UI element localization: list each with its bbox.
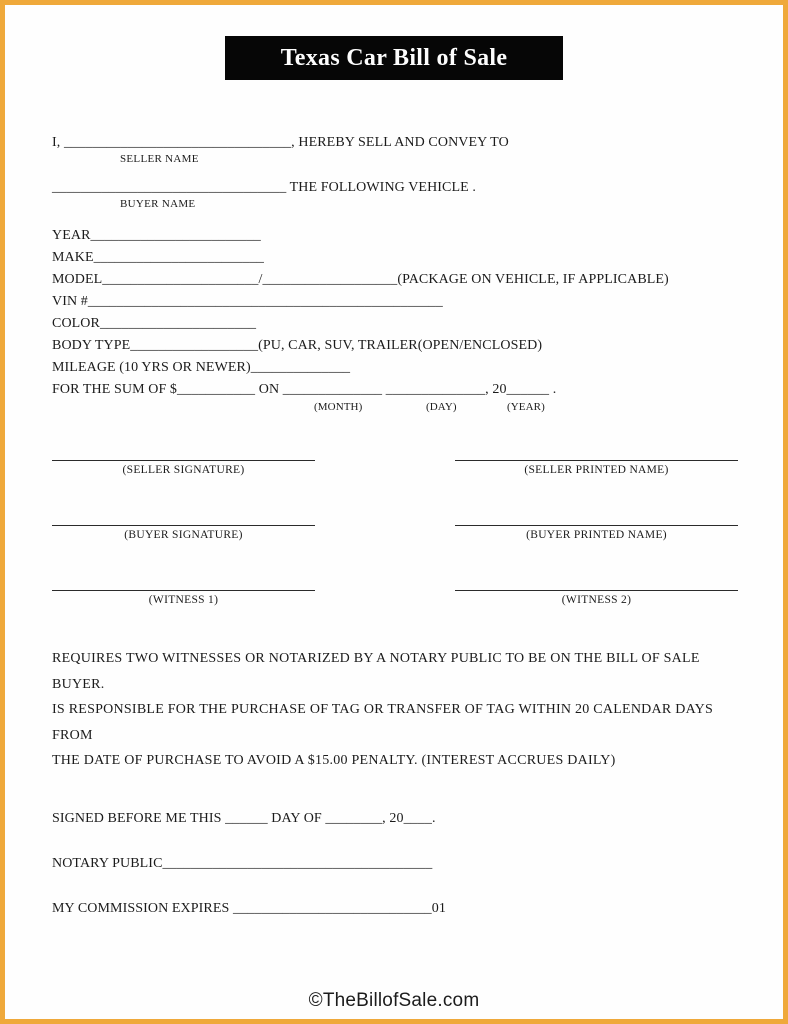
buyer-signature-cell xyxy=(52,524,315,541)
buyer-declaration-line: _________________________________ THE FOLLOWING VEHICLE . xyxy=(52,180,476,195)
seller-name-sublabel: SELLER NAME xyxy=(120,153,199,165)
notary-public-line: NOTARY PUBLIC______________________________________ xyxy=(52,855,433,871)
mileage-field-line: MILEAGE (10 YRS OR NEWER)______________ xyxy=(52,360,351,375)
seller-signature-label: (SELLER SIGNATURE) xyxy=(122,464,245,476)
seller-printed-name-cell xyxy=(455,459,738,476)
notary-signed-before-line: SIGNED BEFORE ME THIS ______ DAY OF ________, 20____. xyxy=(52,810,436,826)
model-field-line: MODEL______________________/___________________(PACKAGE ON VEHICLE, IF APPLICABLE) xyxy=(52,272,669,287)
seller-signature-line xyxy=(52,459,315,461)
witness-1-label: (WITNESS 1) xyxy=(148,594,219,606)
commission-expires-line: MY COMMISSION EXPIRES ____________________________01 xyxy=(52,900,446,916)
buyer-name-sublabel: BUYER NAME xyxy=(120,198,196,210)
document-body xyxy=(5,134,783,918)
month-sublabel: (MONTH) xyxy=(314,401,363,413)
buyer-printed-name-cell xyxy=(455,524,738,541)
vehicle-details-section xyxy=(52,225,743,415)
date-sublabels-row xyxy=(52,401,743,415)
witness-1-line xyxy=(52,589,315,591)
buyer-printed-name-line xyxy=(455,524,738,526)
buyer-signature-line xyxy=(52,524,315,526)
seller-printed-name-label: (SELLER PRINTED NAME) xyxy=(524,464,669,476)
witness-2-label: (WITNESS 2) xyxy=(561,594,632,606)
document-title: Texas Car Bill of Sale xyxy=(280,45,508,71)
buyer-signature-label: (BUYER SIGNATURE) xyxy=(124,529,243,541)
year-sublabel: (YEAR) xyxy=(507,401,545,413)
notice-line-2: IS RESPONSIBLE FOR THE PURCHASE OF TAG OR TRANSFER OF TAG WITHIN 20 CALENDAR DAYS FROM xyxy=(52,702,714,743)
document-title-banner xyxy=(225,36,563,80)
sum-and-date-line: FOR THE SUM OF $___________ ON ______________ ______________, 20______ . xyxy=(52,382,557,397)
seller-declaration-line: I, ________________________________, HEREBY SELL AND CONVEY TO xyxy=(52,135,509,150)
witness-2-cell xyxy=(455,589,738,606)
vin-field-line: VIN #__________________________________________________ xyxy=(52,294,443,309)
body-type-field-line: BODY TYPE__________________(PU, CAR, SUV, TRAILER(OPEN/ENCLOSED) xyxy=(52,338,543,353)
seller-printed-name-line xyxy=(455,459,738,461)
seller-signature-cell xyxy=(52,459,315,476)
footer-site-text: ©TheBillofSale.com xyxy=(308,990,480,1011)
day-sublabel: (DAY) xyxy=(426,401,457,413)
notice-paragraph xyxy=(52,646,747,774)
notice-line-1: REQUIRES TWO WITNESSES OR NOTARIZED BY A NOTARY PUBLIC TO BE ON THE BILL OF SALE BUYER. xyxy=(52,651,700,692)
witness-2-line xyxy=(455,589,738,591)
buyer-printed-name-label: (BUYER PRINTED NAME) xyxy=(526,529,667,541)
make-field-line: MAKE________________________ xyxy=(52,250,265,265)
color-field-line: COLOR______________________ xyxy=(52,316,257,331)
footer xyxy=(5,990,783,1012)
signatures-section xyxy=(52,459,743,606)
notice-line-3: THE DATE OF PURCHASE TO AVOID A $15.00 PENALTY. (INTEREST ACCRUES DAILY) xyxy=(52,753,616,768)
witness-1-cell xyxy=(52,589,315,606)
year-field-line: YEAR________________________ xyxy=(52,228,261,243)
